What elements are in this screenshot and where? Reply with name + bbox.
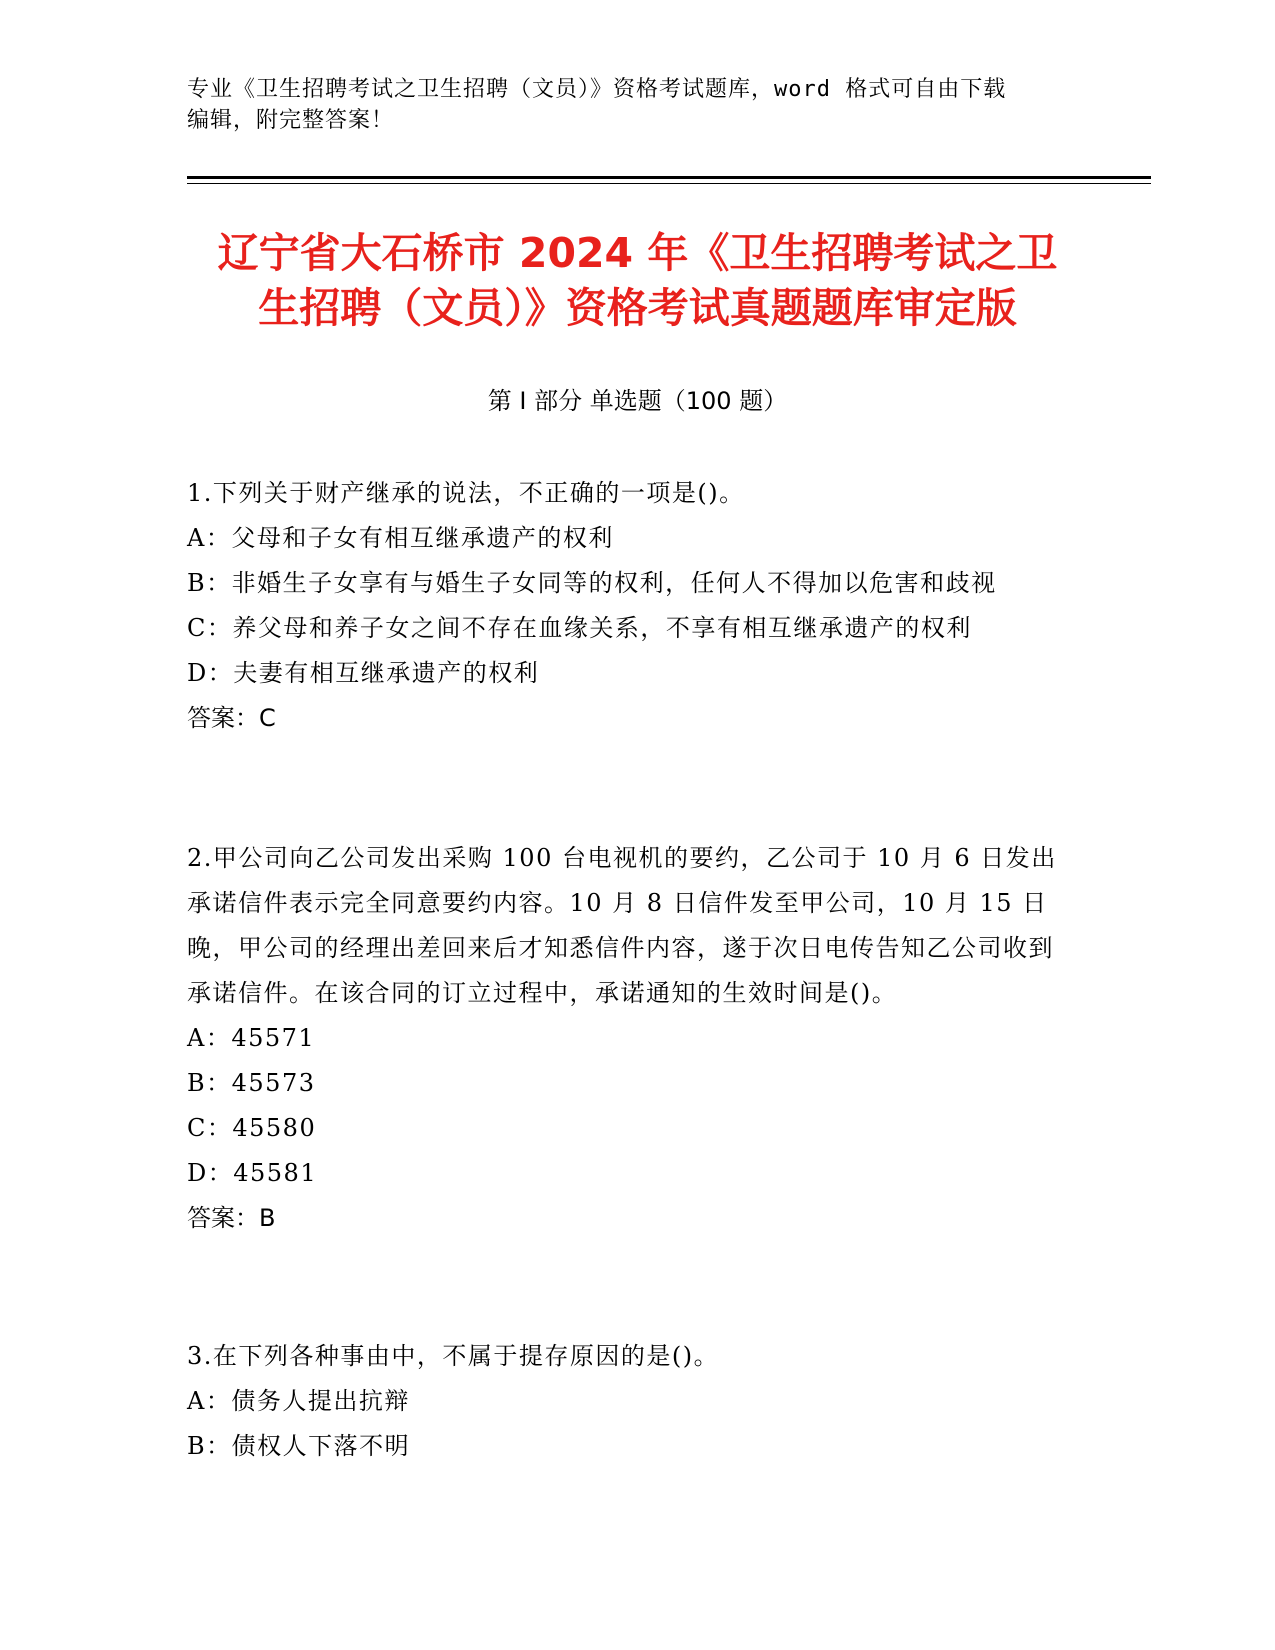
header-divider-thick bbox=[187, 176, 1151, 179]
question-stem: 1.下列关于财产继承的说法，不正确的一项是()。 bbox=[187, 479, 745, 507]
document-title-line: 辽宁省大石桥市 2024 年《卫生招聘考试之卫 bbox=[217, 229, 1058, 277]
header-note bbox=[187, 74, 1077, 136]
answer-label: 答案：C bbox=[187, 704, 276, 732]
option-d: D：45581 bbox=[187, 1159, 318, 1187]
option-a: A：45571 bbox=[187, 1024, 316, 1052]
option-b: B：非婚生子女享有与婚生子女同等的权利，任何人不得加以危害和歧视 bbox=[187, 569, 997, 597]
option-b: B：债权人下落不明 bbox=[187, 1432, 411, 1460]
document-title bbox=[150, 226, 1125, 336]
answer-label: 答案：B bbox=[187, 1204, 276, 1232]
section-heading: 第 I 部分 单选题（100 题） bbox=[487, 387, 788, 415]
option-b: B：45573 bbox=[187, 1069, 316, 1097]
header-divider-thin bbox=[187, 183, 1151, 184]
question-2 bbox=[187, 836, 1077, 1241]
document-title-line: 生招聘（文员）》资格考试真题题库审定版 bbox=[258, 284, 1017, 332]
option-a: A：父母和子女有相互继承遗产的权利 bbox=[187, 524, 614, 552]
header-note-line: 编辑，附完整答案！ bbox=[187, 108, 395, 133]
option-c: C：养父母和养子女之间不存在血缘关系，不享有相互继承遗产的权利 bbox=[187, 614, 972, 642]
question-3 bbox=[187, 1334, 1077, 1469]
option-d: D：夫妻有相互继承遗产的权利 bbox=[187, 659, 540, 687]
option-c: C：45580 bbox=[187, 1114, 317, 1142]
option-a: A：债务人提出抗辩 bbox=[187, 1387, 410, 1415]
question-stem: 3.在下列各种事由中，不属于提存原因的是()。 bbox=[187, 1342, 720, 1370]
question-stem: 2.甲公司向乙公司发出采购 100 台电视机的要约，乙公司于 10 月 6 日发出承诺信件表示完全同意要约内容。10 月 8 日信件发至甲公司，10 月 15 日晚，甲公司的经理出差回来后才知悉信件内容，遂于次日电传告知乙公司收到承诺信件。在该合同的订立过程中，承诺通知的生效时间是()。 bbox=[187, 844, 1057, 1007]
header-note-line: 专业《卫生招聘考试之卫生招聘（文员）》资格考试题库，word 格式可自由下载 bbox=[187, 77, 1007, 102]
question-1 bbox=[187, 471, 1077, 741]
